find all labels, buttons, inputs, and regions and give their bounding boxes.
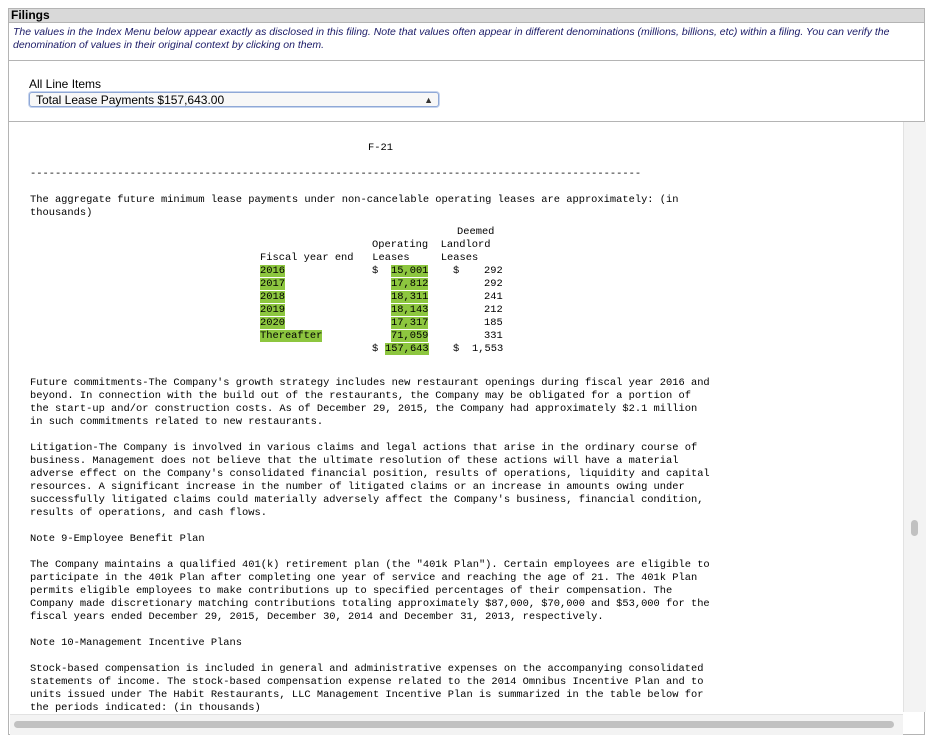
operating-value-cell[interactable]: 17,812 [391,278,429,290]
landlord-value-cell: 292 [484,265,503,277]
operating-value-cell[interactable]: 18,311 [391,291,429,303]
year-cell[interactable]: 2020 [260,317,285,329]
total-dollar-sign: $ [372,343,379,355]
landlord-value-cell: 212 [484,304,503,316]
para-future-commitments: Future commitments-The Company's growth strategy includes new restaurant openings during fiscal year 2016 and beyond. In connection with the build out of the restaurants, the Company may be obligated for a portion of the start-up and/or construction costs. As of December 29, 2015, the Company had approximately $2.1 million in such commitments related to new restaurants. [30,377,710,428]
year-cell[interactable]: 2018 [260,291,285,303]
table-row[interactable] [260,330,322,343]
year-cell[interactable]: 2017 [260,278,285,290]
page-rule: -------------------------------------------------------------------------------------------------- [30,168,642,180]
table-row[interactable] [260,265,285,278]
table-header-type: Operating Landlord [372,239,491,251]
total-operating-cell[interactable]: 157,643 [385,343,429,355]
landlord-value-cell: 292 [484,278,503,290]
operating-value-cell[interactable]: 15,001 [391,265,429,277]
year-cell[interactable]: Thereafter [260,330,323,342]
table-row[interactable] [260,278,285,291]
lease-intro: The aggregate future minimum lease payments under non-cancelable operating leases are approximately: (in thousands) [30,194,679,219]
para-litigation: Litigation-The Company is involved in various claims and legal actions that arise in the ordinary course of business. Management does not believe that the ultimate resolution of these actions will have a material adverse effect on the Company's consolidated financial position, results of operations, liquidity and capital resources. A significant increase in the number of litigated claims or an increase in amounts owing under successfully litigated claims could materially adversely affect the Company's business, financial condition, results of operations, and cash flows. [30,442,710,519]
panel-title: Filings [9,9,924,23]
page-number: F-21 [368,142,393,154]
table-row[interactable] [260,291,285,304]
line-items-selected-value: Total Lease Payments $157,643.00 [36,93,225,107]
vertical-scroll-thumb[interactable] [911,520,918,536]
vertical-scrollbar[interactable] [903,122,926,712]
filings-panel [8,8,925,735]
denomination-note: The values in the Index Menu below appear exactly as disclosed in this filing. Note that values often appear in different denominations (millions, billions, etc) within a filing. You can verify the denomination of values in their original context by clicking on them. [9,23,924,61]
table-header-deemed: Deemed [457,226,495,238]
dollar-sign: $ [372,265,379,277]
total-landlord-cell: 1,553 [472,343,504,355]
table-row[interactable] [260,304,285,317]
para-stock-comp: Stock-based compensation is included in general and administrative expenses on the accompanying consolidated statements of income. The stock-based compensation expense related to the 2014 Omnibus Incentive Plan and to units issued under The Habit Restaurants, LLC Management Incentive Plan is summarized in the table below for the periods indicated: (in thousands) [30,663,704,714]
document-viewer[interactable] [10,122,903,714]
table-header-columns: Fiscal year end Leases Leases [260,252,479,264]
line-items-label: All Line Items [29,77,102,91]
total-landlord-dollar: $ [453,343,460,355]
landlord-value-cell: 185 [484,317,503,329]
operating-value-cell[interactable]: 71,059 [391,330,429,342]
table-row[interactable] [260,317,285,330]
landlord-value-cell: 331 [484,330,503,342]
operating-value-cell[interactable]: 17,317 [391,317,429,329]
dollar-sign: $ [453,265,460,277]
line-items-select[interactable] [29,92,439,107]
year-cell[interactable]: 2016 [260,265,285,277]
horizontal-scroll-thumb[interactable] [14,721,894,728]
horizontal-scrollbar[interactable] [10,714,903,735]
year-cell[interactable]: 2019 [260,304,285,316]
note9-heading: Note 9-Employee Benefit Plan [30,533,205,545]
select-chevron-icon: ▲ [424,95,433,105]
landlord-value-cell: 241 [484,291,503,303]
para-401k: The Company maintains a qualified 401(k) retirement plan (the "401k Plan"). Certain employees are eligible to participate in the 401k Plan after completing one year of service and reaching the age of 21. The 401k Plan permits eligible employees to make contributions up to specified percentages of their compensation. The Company made discretionary matching contributions totaling approximately $87,000, $70,000 and $53,000 for the fiscal years ended December 29, 2015, December 30, 2014 and December 31, 2013, respectively. [30,559,710,623]
note10-heading: Note 10-Management Incentive Plans [30,637,243,649]
operating-value-cell[interactable]: 18,143 [391,304,429,316]
